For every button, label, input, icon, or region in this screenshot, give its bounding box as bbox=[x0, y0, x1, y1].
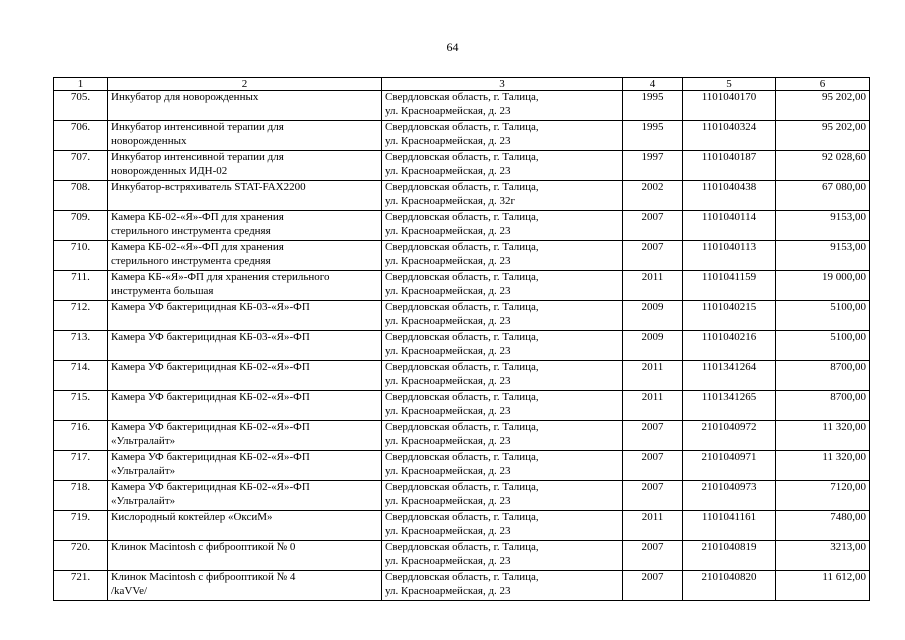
table-row bbox=[54, 361, 870, 391]
year-cell: 1995 bbox=[623, 121, 683, 151]
row-number-cell: 714. bbox=[54, 361, 108, 391]
cost-cell: 5100,00 bbox=[776, 331, 870, 361]
inventory-number-cell: 1101341265 bbox=[683, 391, 776, 421]
row-number-cell: 708. bbox=[54, 181, 108, 211]
address-cell-line: Свердловская область, г. Талица, bbox=[385, 391, 539, 403]
year-cell: 2009 bbox=[623, 331, 683, 361]
inventory-number-cell: 1101040114 bbox=[683, 211, 776, 241]
inventory-number-cell: 2101040972 bbox=[683, 421, 776, 451]
address-cell bbox=[382, 481, 623, 511]
address-cell-line: ул. Красноармейская, д. 32г bbox=[385, 195, 516, 207]
item-name-cell-line: новорожденных bbox=[111, 135, 187, 147]
address-cell-line: Свердловская область, г. Талица, bbox=[385, 421, 539, 433]
item-name-cell bbox=[108, 391, 382, 421]
address-cell-line: ул. Красноармейская, д. 23 bbox=[385, 315, 511, 327]
address-cell-line: ул. Красноармейская, д. 23 bbox=[385, 285, 511, 297]
address-cell-line: ул. Красноармейская, д. 23 bbox=[385, 435, 511, 447]
item-name-cell bbox=[108, 481, 382, 511]
row-number-cell: 716. bbox=[54, 421, 108, 451]
item-name-cell-line: Камера УФ бактерицидная КБ-03-«Я»-ФП bbox=[111, 301, 310, 313]
cost-cell: 7120,00 bbox=[776, 481, 870, 511]
table-row bbox=[54, 301, 870, 331]
address-cell-line: Свердловская область, г. Талица, bbox=[385, 211, 539, 223]
year-cell: 2009 bbox=[623, 301, 683, 331]
page-number: 64 bbox=[446, 40, 459, 54]
item-name-cell-line: Камера УФ бактерицидная КБ-02-«Я»-ФП bbox=[111, 451, 310, 463]
inventory-number-cell: 1101040113 bbox=[683, 241, 776, 271]
address-cell-line: ул. Красноармейская, д. 23 bbox=[385, 495, 511, 507]
item-name-cell-line: /kaVVe/ bbox=[111, 585, 148, 597]
address-cell-line: Свердловская область, г. Талица, bbox=[385, 451, 539, 463]
row-number-cell: 711. bbox=[54, 271, 108, 301]
table-row bbox=[54, 121, 870, 151]
table-row bbox=[54, 421, 870, 451]
row-number-cell: 707. bbox=[54, 151, 108, 181]
table-row bbox=[54, 151, 870, 181]
column-header-1: 1 bbox=[54, 78, 108, 91]
address-cell-line: Свердловская область, г. Талица, bbox=[385, 181, 539, 193]
address-cell bbox=[382, 421, 623, 451]
table-row bbox=[54, 211, 870, 241]
item-name-cell bbox=[108, 541, 382, 571]
cost-cell: 7480,00 bbox=[776, 511, 870, 541]
table-row bbox=[54, 481, 870, 511]
item-name-cell bbox=[108, 361, 382, 391]
item-name-cell-line: Инкубатор-встряхиватель STAT-FAX2200 bbox=[111, 181, 306, 193]
item-name-cell-line: Камера УФ бактерицидная КБ-03-«Я»-ФП bbox=[111, 331, 310, 343]
year-cell: 1995 bbox=[623, 91, 683, 121]
cost-cell: 95 202,00 bbox=[776, 121, 870, 151]
item-name-cell bbox=[108, 571, 382, 601]
address-cell bbox=[382, 361, 623, 391]
item-name-cell-line: Камера УФ бактерицидная КБ-02-«Я»-ФП bbox=[111, 421, 310, 433]
item-name-cell-line: Камера КБ-02-«Я»-ФП для хранения bbox=[111, 211, 284, 223]
address-cell bbox=[382, 121, 623, 151]
address-cell-line: ул. Красноармейская, д. 23 bbox=[385, 525, 511, 537]
item-name-cell bbox=[108, 211, 382, 241]
cost-cell: 19 000,00 bbox=[776, 271, 870, 301]
property-registry-table bbox=[53, 77, 870, 601]
cost-cell: 5100,00 bbox=[776, 301, 870, 331]
table-row bbox=[54, 391, 870, 421]
address-cell-line: Свердловская область, г. Талица, bbox=[385, 361, 539, 373]
address-cell bbox=[382, 391, 623, 421]
address-cell-line: ул. Красноармейская, д. 23 bbox=[385, 255, 511, 267]
cost-cell: 11 320,00 bbox=[776, 451, 870, 481]
table-row bbox=[54, 331, 870, 361]
address-cell-line: Свердловская область, г. Талица, bbox=[385, 331, 539, 343]
address-cell bbox=[382, 241, 623, 271]
year-cell: 2011 bbox=[623, 361, 683, 391]
item-name-cell bbox=[108, 241, 382, 271]
address-cell-line: Свердловская область, г. Талица, bbox=[385, 511, 539, 523]
address-cell-line: Свердловская область, г. Талица, bbox=[385, 571, 539, 583]
column-header-4: 4 bbox=[623, 78, 683, 91]
inventory-number-cell: 1101040170 bbox=[683, 91, 776, 121]
item-name-cell-line: «Ультралайт» bbox=[111, 465, 176, 477]
row-number-cell: 717. bbox=[54, 451, 108, 481]
year-cell: 2007 bbox=[623, 541, 683, 571]
item-name-cell-line: Инкубатор интенсивной терапии для bbox=[111, 121, 284, 133]
item-name-cell bbox=[108, 181, 382, 211]
item-name-cell-line: Клинок Macintosh с фиброоптикой № 0 bbox=[111, 541, 296, 553]
address-cell bbox=[382, 271, 623, 301]
address-cell bbox=[382, 151, 623, 181]
item-name-cell-line: Камера КБ-«Я»-ФП для хранения стерильного bbox=[111, 271, 330, 283]
inventory-number-cell: 1101040187 bbox=[683, 151, 776, 181]
address-cell-line: ул. Красноармейская, д. 23 bbox=[385, 405, 511, 417]
address-cell bbox=[382, 541, 623, 571]
year-cell: 2011 bbox=[623, 271, 683, 301]
item-name-cell-line: Камера УФ бактерицидная КБ-02-«Я»-ФП bbox=[111, 391, 310, 403]
column-header-2: 2 bbox=[108, 78, 382, 91]
year-cell: 2007 bbox=[623, 571, 683, 601]
row-number-cell: 715. bbox=[54, 391, 108, 421]
row-number-cell: 712. bbox=[54, 301, 108, 331]
cost-cell: 9153,00 bbox=[776, 211, 870, 241]
address-cell-line: Свердловская область, г. Талица, bbox=[385, 121, 539, 133]
address-cell-line: Свердловская область, г. Талица, bbox=[385, 541, 539, 553]
year-cell: 2007 bbox=[623, 211, 683, 241]
address-cell-line: Свердловская область, г. Талица, bbox=[385, 301, 539, 313]
address-cell bbox=[382, 181, 623, 211]
table-row bbox=[54, 181, 870, 211]
item-name-cell bbox=[108, 511, 382, 541]
inventory-number-cell: 2101040971 bbox=[683, 451, 776, 481]
row-number-cell: 705. bbox=[54, 91, 108, 121]
item-name-cell-line: Инкубатор интенсивной терапии для bbox=[111, 151, 284, 163]
address-cell-line: ул. Красноармейская, д. 23 bbox=[385, 465, 511, 477]
address-cell bbox=[382, 511, 623, 541]
column-header-3: 3 bbox=[382, 78, 623, 91]
year-cell: 2011 bbox=[623, 511, 683, 541]
cost-cell: 92 028,60 bbox=[776, 151, 870, 181]
item-name-cell-line: новорожденных ИДН-02 bbox=[111, 165, 228, 177]
year-cell: 2011 bbox=[623, 391, 683, 421]
cost-cell: 11 612,00 bbox=[776, 571, 870, 601]
address-cell-line: ул. Красноармейская, д. 23 bbox=[385, 225, 511, 237]
item-name-cell-line: Камера КБ-02-«Я»-ФП для хранения bbox=[111, 241, 284, 253]
row-number-cell: 706. bbox=[54, 121, 108, 151]
item-name-cell bbox=[108, 331, 382, 361]
address-cell-line: Свердловская область, г. Талица, bbox=[385, 241, 539, 253]
cost-cell: 11 320,00 bbox=[776, 421, 870, 451]
cost-cell: 9153,00 bbox=[776, 241, 870, 271]
address-cell bbox=[382, 451, 623, 481]
item-name-cell bbox=[108, 151, 382, 181]
item-name-cell-line: «Ультралайт» bbox=[111, 495, 176, 507]
column-header-6: 6 bbox=[776, 78, 870, 91]
address-cell-line: ул. Красноармейская, д. 23 bbox=[385, 585, 511, 597]
row-number-cell: 718. bbox=[54, 481, 108, 511]
address-cell-line: Свердловская область, г. Талица, bbox=[385, 271, 539, 283]
row-number-cell: 713. bbox=[54, 331, 108, 361]
item-name-cell bbox=[108, 121, 382, 151]
cost-cell: 8700,00 bbox=[776, 361, 870, 391]
cost-cell: 95 202,00 bbox=[776, 91, 870, 121]
cost-cell: 8700,00 bbox=[776, 391, 870, 421]
year-cell: 2002 bbox=[623, 181, 683, 211]
item-name-cell bbox=[108, 451, 382, 481]
inventory-number-cell: 1101040216 bbox=[683, 331, 776, 361]
table-row bbox=[54, 451, 870, 481]
address-cell-line: ул. Красноармейская, д. 23 bbox=[385, 345, 511, 357]
address-cell-line: Свердловская область, г. Талица, bbox=[385, 151, 539, 163]
inventory-number-cell: 1101041159 bbox=[683, 271, 776, 301]
address-cell-line: ул. Красноармейская, д. 23 bbox=[385, 105, 511, 117]
item-name-cell-line: Клинок Macintosh с фиброоптикой № 4 bbox=[111, 571, 296, 583]
item-name-cell bbox=[108, 301, 382, 331]
table-body bbox=[54, 91, 870, 601]
year-cell: 2007 bbox=[623, 481, 683, 511]
inventory-number-cell: 2101040973 bbox=[683, 481, 776, 511]
column-header-5: 5 bbox=[683, 78, 776, 91]
item-name-cell-line: стерильного инструмента средняя bbox=[111, 225, 271, 237]
table-row bbox=[54, 541, 870, 571]
inventory-number-cell: 1101040215 bbox=[683, 301, 776, 331]
address-cell-line: ул. Красноармейская, д. 23 bbox=[385, 375, 511, 387]
cost-cell: 3213,00 bbox=[776, 541, 870, 571]
inventory-number-cell: 2101040819 bbox=[683, 541, 776, 571]
inventory-number-cell: 1101341264 bbox=[683, 361, 776, 391]
year-cell: 2007 bbox=[623, 451, 683, 481]
item-name-cell bbox=[108, 271, 382, 301]
row-number-cell: 720. bbox=[54, 541, 108, 571]
table-row bbox=[54, 571, 870, 601]
inventory-number-cell: 2101040820 bbox=[683, 571, 776, 601]
inventory-number-cell: 1101040324 bbox=[683, 121, 776, 151]
row-number-cell: 710. bbox=[54, 241, 108, 271]
year-cell: 2007 bbox=[623, 421, 683, 451]
item-name-cell-line: инструмента большая bbox=[111, 285, 214, 297]
address-cell-line: ул. Красноармейская, д. 23 bbox=[385, 135, 511, 147]
year-cell: 1997 bbox=[623, 151, 683, 181]
address-cell bbox=[382, 211, 623, 241]
item-name-cell bbox=[108, 91, 382, 121]
item-name-cell bbox=[108, 421, 382, 451]
inventory-number-cell: 1101040438 bbox=[683, 181, 776, 211]
address-cell-line: Свердловская область, г. Талица, bbox=[385, 481, 539, 493]
inventory-number-cell: 1101041161 bbox=[683, 511, 776, 541]
address-cell-line: ул. Красноармейская, д. 23 bbox=[385, 165, 511, 177]
address-cell bbox=[382, 571, 623, 601]
table-row bbox=[54, 91, 870, 121]
address-cell bbox=[382, 91, 623, 121]
item-name-cell-line: Камера УФ бактерицидная КБ-02-«Я»-ФП bbox=[111, 481, 310, 493]
row-number-cell: 721. bbox=[54, 571, 108, 601]
cost-cell: 67 080,00 bbox=[776, 181, 870, 211]
table-row bbox=[54, 241, 870, 271]
address-cell bbox=[382, 301, 623, 331]
row-number-cell: 719. bbox=[54, 511, 108, 541]
table-header bbox=[54, 78, 870, 91]
item-name-cell-line: Кислородный коктейлер «ОксиМ» bbox=[111, 511, 273, 523]
item-name-cell-line: «Ультралайт» bbox=[111, 435, 176, 447]
address-cell-line: Свердловская область, г. Талица, bbox=[385, 91, 539, 103]
year-cell: 2007 bbox=[623, 241, 683, 271]
item-name-cell-line: стерильного инструмента средняя bbox=[111, 255, 271, 267]
item-name-cell-line: Инкубатор для новорожденных bbox=[111, 91, 259, 103]
item-name-cell-line: Камера УФ бактерицидная КБ-02-«Я»-ФП bbox=[111, 361, 310, 373]
address-cell bbox=[382, 331, 623, 361]
table-row bbox=[54, 271, 870, 301]
table-row bbox=[54, 511, 870, 541]
row-number-cell: 709. bbox=[54, 211, 108, 241]
address-cell-line: ул. Красноармейская, д. 23 bbox=[385, 555, 511, 567]
